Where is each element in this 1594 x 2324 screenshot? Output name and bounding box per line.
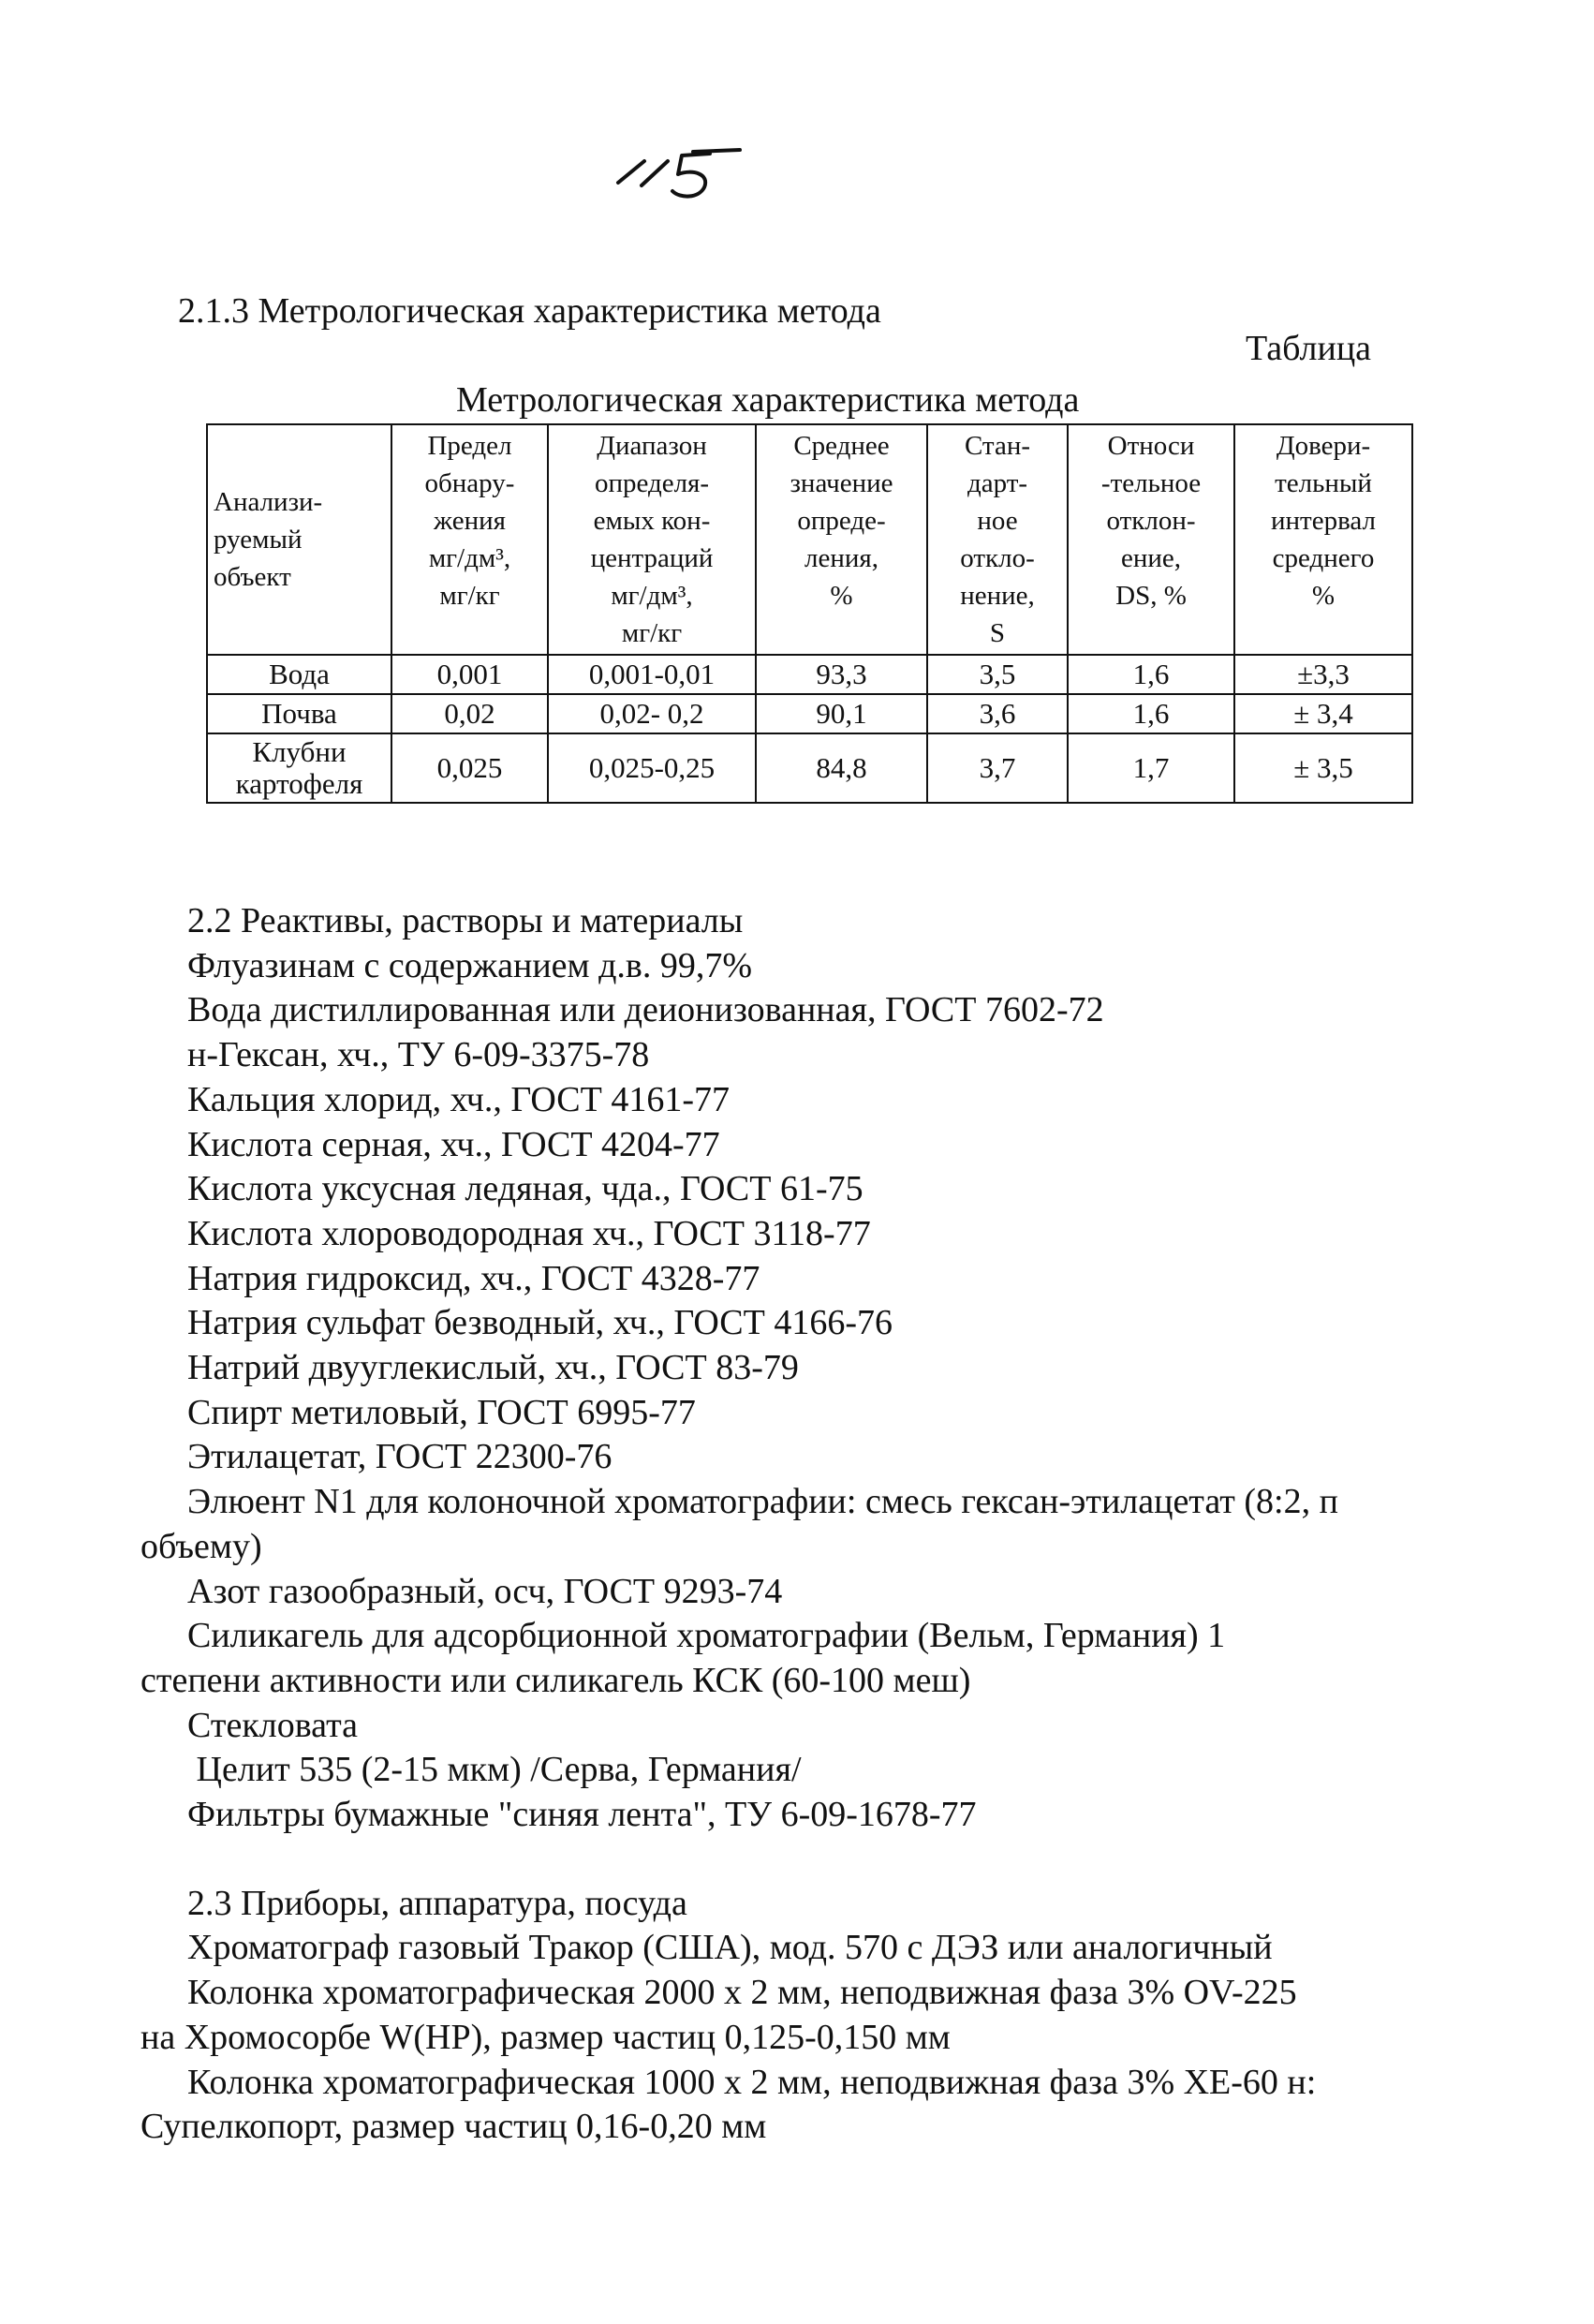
list-item: Целит 535 (2-15 мкм) /Серва, Германия/	[187, 1750, 802, 1790]
header-rel-dev: Относи -тельное отклон- ение, DS, %	[1068, 424, 1234, 655]
list-item: Этилацетат, ГОСТ 22300-76	[187, 1437, 613, 1477]
list-item: Кислота серная, хч., ГОСТ 4204-77	[187, 1124, 720, 1164]
spacer	[140, 1838, 1498, 1882]
list-item-continuation: степени активности или силикагель КСК (60-100 меш)	[140, 1660, 971, 1700]
list-item: Силикагель для адсорбционной хроматографии (Вельм, Германия) 1	[187, 1616, 1226, 1656]
cell-interval: ±3,3	[1234, 655, 1412, 694]
cell-object: Почва	[207, 694, 391, 733]
list-item: Флуазинам с содержанием д.в. 99,7%	[187, 945, 753, 985]
cell-sd: 3,7	[927, 733, 1068, 803]
metrology-table	[206, 423, 1413, 804]
cell-limit: 0,025	[391, 733, 548, 803]
list-item: Вода дистиллированная или деионизованная, ГОСТ 7602-72	[187, 990, 1104, 1030]
cell-range: 0,025-0,25	[548, 733, 756, 803]
list-item: Колонка хроматографическая 1000 х 2 мм, неподвижная фаза 3% XE-60 н:	[187, 2062, 1317, 2102]
list-item: Фильтры бумажные "синяя лента", ТУ 6-09-1678-77	[187, 1795, 977, 1835]
cell-object: Вода	[207, 655, 391, 694]
cell-range: 0,02- 0,2	[548, 694, 756, 733]
header-object: Анализи- руемый объект	[207, 424, 391, 655]
cell-mean: 93,3	[756, 655, 927, 694]
cell-mean: 84,8	[756, 733, 927, 803]
list-item: н-Гексан, хч., ТУ 6-09-3375-78	[187, 1035, 650, 1075]
header-detection-limit: Предел обнару- жения мг/дм³, мг/кг	[391, 424, 548, 655]
cell-rel-dev: 1,7	[1068, 733, 1234, 803]
list-item: Азот газообразный, осч, ГОСТ 9293-74	[187, 1571, 783, 1611]
header-range: Диапазон определя- емых кон- центраций мг/дм³, мг/кг	[548, 424, 756, 655]
list-item: Кислота хлороводородная хч., ГОСТ 3118-77	[187, 1213, 871, 1253]
reagents-and-equipment	[140, 899, 1498, 2150]
table-row	[207, 733, 1412, 803]
section-title-equipment: 2.3 Приборы, аппаратура, посуда	[187, 1883, 687, 1923]
table-row	[207, 655, 1412, 694]
header-std-dev: Стан- дарт- ное откло- нение, S	[927, 424, 1068, 655]
section-title-reagents: 2.2 Реактивы, растворы и материалы	[187, 901, 744, 940]
list-item: Колонка хроматографическая 2000 х 2 мм, неподвижная фаза 3% OV-225	[187, 1973, 1297, 2013]
list-item-continuation: на Хромосорбе W(HP), размер частиц 0,125-0,150 мм	[140, 2017, 951, 2057]
table-label: Таблица	[1246, 329, 1372, 368]
cell-sd: 3,6	[927, 694, 1068, 733]
cell-object: Клубни картофеля	[207, 733, 391, 803]
cell-rel-dev: 1,6	[1068, 694, 1234, 733]
cell-sd: 3,5	[927, 655, 1068, 694]
header-confidence: Довери- тельный интервал среднего %	[1234, 424, 1412, 655]
header-mean: Среднее значение опреде- ления, %	[756, 424, 927, 655]
list-item: Стекловата	[187, 1705, 359, 1745]
cell-interval: ± 3,4	[1234, 694, 1412, 733]
list-item: Натрия гидроксид, хч., ГОСТ 4328-77	[187, 1258, 760, 1298]
list-item: Спирт метиловый, ГОСТ 6995-77	[187, 1392, 696, 1432]
list-item: Хроматограф газовый Тракор (США), мод. 570 с ДЭЗ или аналогичный	[187, 1928, 1273, 1968]
cell-limit: 0,02	[391, 694, 548, 733]
cell-rel-dev: 1,6	[1068, 655, 1234, 694]
handwritten-page-number	[599, 141, 749, 215]
list-item: Кальция хлорид, хч., ГОСТ 4161-77	[187, 1079, 730, 1119]
list-item-continuation: объему)	[140, 1526, 262, 1566]
list-item: Элюент N1 для колоночной хроматографии: смесь гексан-этилацетат (8:2, п	[187, 1482, 1338, 1522]
table-header-row	[207, 424, 1412, 655]
cell-range: 0,001-0,01	[548, 655, 756, 694]
list-item: Кислота уксусная ледяная, чда., ГОСТ 61-75	[187, 1169, 863, 1209]
list-item: Натрий двууглекислый, хч., ГОСТ 83-79	[187, 1348, 799, 1388]
cell-limit: 0,001	[391, 655, 548, 694]
cell-interval: ± 3,5	[1234, 733, 1412, 803]
cell-mean: 90,1	[756, 694, 927, 733]
table-caption: Метрологическая характеристика метода	[456, 380, 1080, 420]
table-row	[207, 694, 1412, 733]
list-item: Натрия сульфат безводный, хч., ГОСТ 4166-76	[187, 1303, 893, 1343]
section-title-metrology: 2.1.3 Метрологическая характеристика метода	[178, 291, 881, 331]
list-item-continuation: Супелкопорт, размер частиц 0,16-0,20 мм	[140, 2107, 767, 2147]
